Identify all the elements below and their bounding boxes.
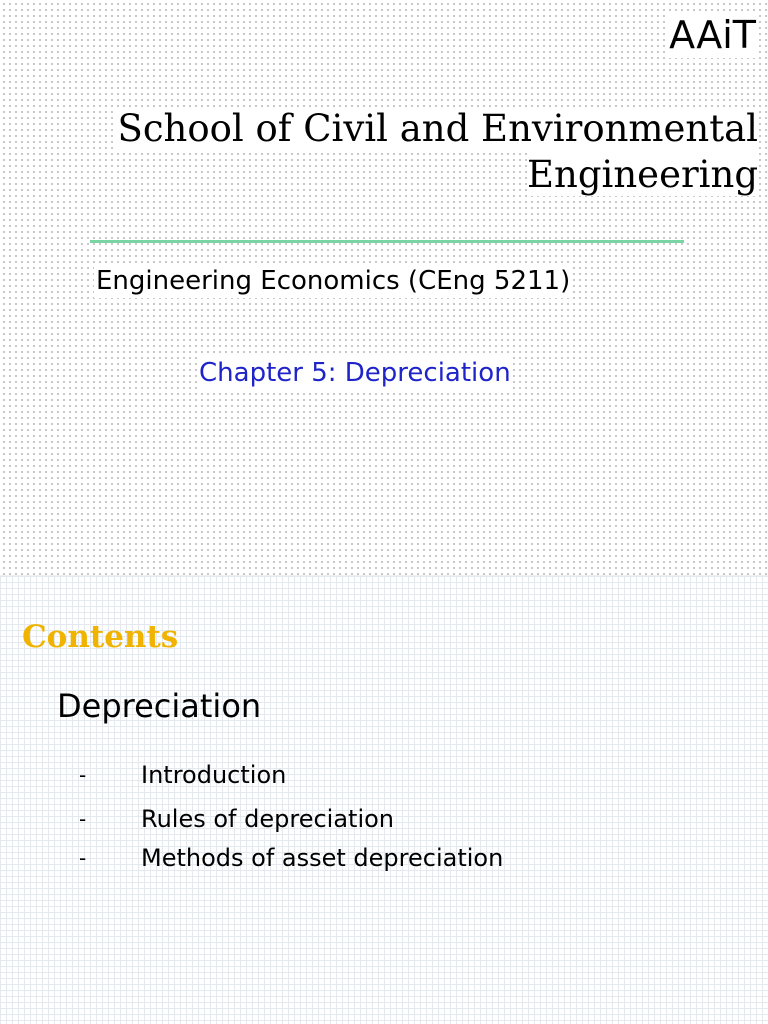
- contents-list-item: [0, 803, 700, 835]
- list-dash-marker: -: [79, 807, 87, 831]
- chapter-title: Chapter 5: Depreciation: [199, 358, 511, 388]
- list-dash-marker: -: [79, 763, 87, 787]
- section-heading: Depreciation: [57, 687, 262, 725]
- contents-list: [0, 576, 768, 1024]
- contents-heading: Contents: [22, 619, 179, 655]
- course-title: Engineering Economics (CEng 5211): [96, 266, 571, 296]
- contents-list-item: [0, 842, 700, 874]
- organization-name: AAiT: [669, 13, 756, 57]
- list-item-label: Introduction: [141, 761, 287, 789]
- school-name: [58, 106, 758, 198]
- school-name-line-2: Engineering: [526, 153, 758, 196]
- contents-slide: [0, 576, 768, 1024]
- school-name-line-1: School of Civil and Environmental: [117, 107, 758, 150]
- list-dash-marker: -: [79, 846, 87, 870]
- contents-list-item: [0, 759, 700, 791]
- list-item-label: Rules of depreciation: [141, 805, 395, 833]
- title-divider-rule: [90, 240, 684, 243]
- list-item-label: Methods of asset depreciation: [141, 844, 504, 872]
